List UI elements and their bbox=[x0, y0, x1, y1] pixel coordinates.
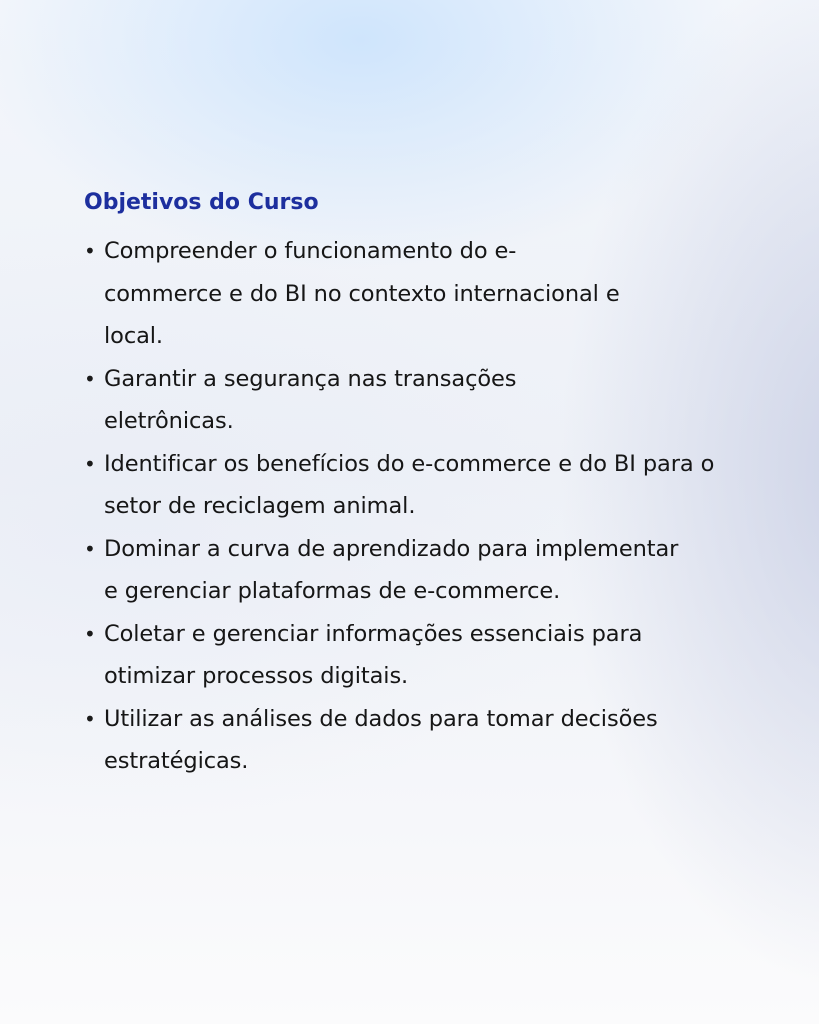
list-item-text: Utilizar as análises de dados para tomar decisões estratégicas. bbox=[104, 705, 658, 774]
objectives-list bbox=[84, 230, 774, 783]
bullet-icon: • bbox=[84, 366, 96, 391]
bullet-icon: • bbox=[84, 621, 96, 646]
list-item bbox=[84, 443, 774, 528]
list-item-text: Coletar e gerenciar informações essenciais para otimizar processos digitais. bbox=[104, 620, 643, 689]
list-item bbox=[84, 230, 774, 358]
list-item bbox=[84, 528, 774, 613]
list-item-text: Compreender o funcionamento do e-commerce e do BI no contexto internacional e local. bbox=[104, 238, 620, 349]
bullet-icon: • bbox=[84, 536, 96, 561]
list-item bbox=[84, 613, 774, 698]
list-item-text: Identificar os benefícios do e-commerce e do BI para o setor de reciclagem animal. bbox=[104, 450, 715, 519]
list-item-text: Garantir a segurança nas transações eletrônicas. bbox=[104, 365, 517, 434]
bullet-icon: • bbox=[84, 239, 96, 263]
section-heading: Objetivos do Curso bbox=[84, 190, 319, 215]
bullet-icon: • bbox=[84, 706, 96, 731]
list-item bbox=[84, 358, 774, 443]
list-item bbox=[84, 698, 774, 783]
list-item-text: Dominar a curva de aprendizado para implementar e gerenciar plataformas de e-commerce. bbox=[104, 535, 679, 604]
course-objectives-section bbox=[84, 186, 774, 783]
bullet-icon: • bbox=[84, 451, 96, 476]
